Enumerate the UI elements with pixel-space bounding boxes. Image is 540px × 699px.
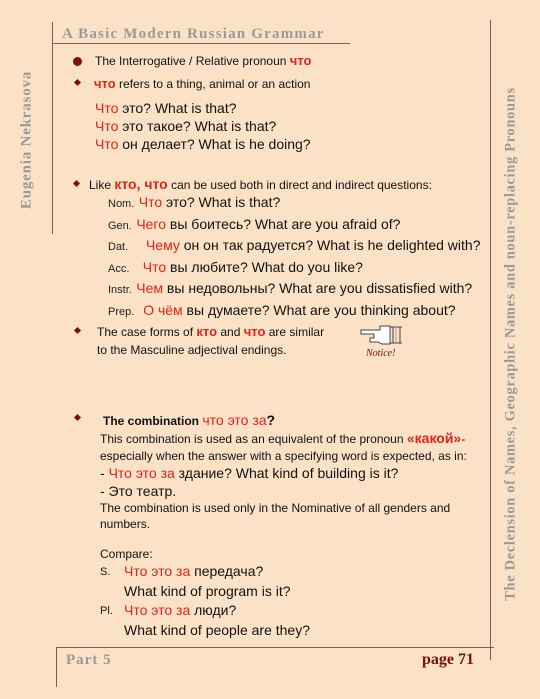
bullet-diamond-icon — [74, 327, 81, 334]
example-line: - Это театр. — [100, 483, 177, 499]
compare-singular: S. Что это за передача? — [100, 563, 264, 579]
case-row: Prep. О чём вы думаете? What are you thinking about? — [108, 301, 456, 318]
notice-label: Notice! — [366, 348, 396, 359]
footer-rule — [56, 647, 494, 648]
bullet-diamond-icon — [74, 79, 81, 86]
section-heading: The Interrogative / Relative pronoun что — [95, 53, 312, 68]
page-number: page 71 — [422, 651, 474, 668]
case-row: Gen. Чего вы боитесь? What are you afraid of? — [108, 215, 401, 232]
bullet-diamond-icon — [74, 414, 81, 421]
combination-heading: The combination что это за? — [103, 412, 276, 428]
case-row: Instr. Чем вы недовольны? What are you dissatisfied with? — [108, 280, 473, 297]
author-name: Eugenia Nekrasova — [18, 70, 35, 210]
combination-body: This combination is used as an equivalent of the pronoun «какой»- especially when the answer with a specifying word is expected, as in: - Что это за здание? What kind of building is it? - Это театр. The combination is used only in the Nominative of all genders and numbers. Compare: S. Что это за передача? What kind of program is it? Pl. Что это за люди? What kind of people are they? — [100, 430, 492, 640]
bullet-diamond-icon — [73, 180, 80, 187]
case-forms-note: The case forms of кто and что are similar to the Masculine adjectival endings. — [97, 324, 325, 357]
example-line: Что это? What is that? — [95, 100, 237, 116]
example-line: - Что это за здание? What kind of building is it? — [100, 465, 399, 481]
case-row: Acc. Что вы любите? What do you like? — [108, 258, 363, 275]
combination-intro: This combination is used as an equivalent of the pronoun «какой»- — [100, 430, 466, 446]
chapter-title: The Declension of Names, Geographic Names and noun-replacing Pronouns — [502, 87, 519, 601]
book-title: A Basic Modern Russian Grammar — [62, 26, 325, 42]
compare-plural: Pl. Что это за люди? — [100, 602, 237, 618]
left-frame-line — [52, 22, 53, 234]
intro-text: что refers to a thing, animal or an action — [94, 76, 311, 91]
example-line: Что он делает? What is he doing? — [95, 136, 311, 152]
bullet-dot-icon — [73, 57, 82, 66]
case-row: Nom. Что это? What is that? — [108, 194, 281, 210]
examples-block — [95, 99, 311, 153]
footer-left-line — [56, 647, 57, 687]
case-row: Dat. Чему он он так радуется? What is he delighted with? — [108, 237, 481, 254]
case-table — [108, 193, 480, 323]
like-text: Like кто, что can be used both in direct and indirect questions: — [89, 176, 432, 192]
footer-part: Part 5 — [66, 652, 112, 668]
header-rule — [52, 43, 350, 44]
example-line: Что это такое? What is that? — [95, 118, 277, 134]
